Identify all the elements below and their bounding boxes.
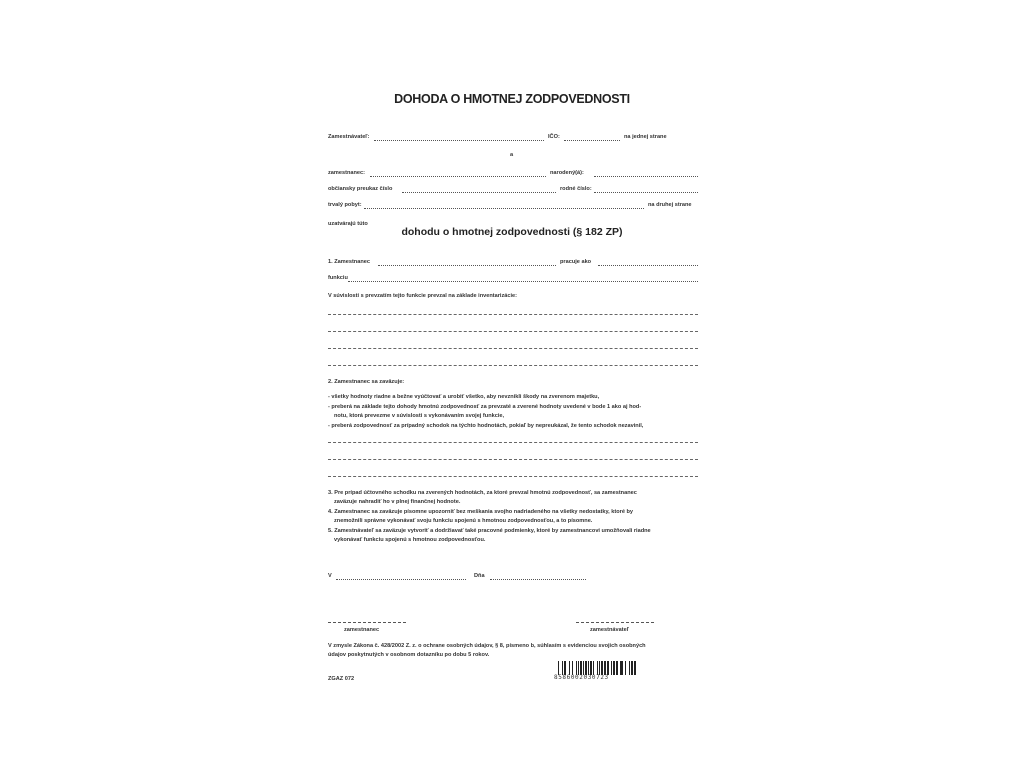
inventory-line-4[interactable] bbox=[328, 365, 698, 366]
other-side-text: na druhej strane bbox=[648, 202, 692, 208]
barcode-bar bbox=[625, 661, 626, 675]
workplace-field[interactable] bbox=[598, 265, 698, 266]
id-card-field[interactable] bbox=[402, 192, 556, 193]
barcode-bar bbox=[601, 661, 603, 675]
obligation-line-3[interactable] bbox=[328, 476, 698, 477]
barcode-bar bbox=[631, 661, 633, 675]
barcode-bar bbox=[558, 661, 559, 675]
inventory-line-3[interactable] bbox=[328, 348, 698, 349]
and-text: a bbox=[510, 152, 514, 158]
inventory-text: V súvislosti s prevzatím tejto funkcie prevzal na základe inventarizácie: bbox=[328, 293, 518, 299]
birth-no-label: rodné číslo: bbox=[560, 186, 592, 192]
born-label: narodený(á): bbox=[550, 170, 584, 176]
section1-employee-field[interactable] bbox=[378, 265, 556, 266]
ico-label: IČO: bbox=[548, 134, 560, 140]
section3-line-a: 3. Pre prípad účtovného schodku na zverených hodnotách, za ktoré prevzal hmotnú zodpovednosť, sa zamestnanec bbox=[328, 490, 637, 496]
id-card-label: občiansky preukaz číslo bbox=[328, 186, 393, 192]
inventory-line-2[interactable] bbox=[328, 331, 698, 332]
barcode-bar bbox=[583, 661, 584, 675]
section5-line-b: vykonávať funkciu spojenú s hmotnou zodpovednosťou. bbox=[334, 537, 486, 543]
barcode-bar bbox=[616, 661, 618, 675]
privacy-notice-a: V zmysle Zákona č. 428/2002 Z. z. o ochrane osobných údajov, § 8, písmeno b, súhlasím s evidenciou svojich osobných bbox=[328, 643, 646, 649]
section2-item-2b: notu, ktorá prevezme v súvislosti s vykonávaním svojej funkcie, bbox=[334, 413, 505, 419]
barcode-bar bbox=[572, 661, 573, 675]
document-subtitle: dohodu o hmotnej zodpovednosti (§ 182 ZP) bbox=[401, 226, 623, 238]
barcode-bar bbox=[562, 661, 563, 675]
section4-line-b: znemožnili správne vykonávať svoju funkciu spojenú s hmotnou zodpovednosťou, a to písomne. bbox=[334, 518, 593, 524]
barcode-bar bbox=[607, 661, 609, 675]
function-field[interactable] bbox=[348, 281, 698, 282]
workplace-label: pracuje ako bbox=[560, 259, 592, 265]
barcode-bar bbox=[590, 661, 592, 675]
place-label: V bbox=[328, 573, 332, 579]
barcode-bar bbox=[576, 661, 577, 675]
section2-item-3: - preberá zodpovednosť za prípadný schodok na týchto hodnotách, pokiaľ by nepreukázal, že tento schodok nezavinil, bbox=[328, 423, 644, 429]
date-field[interactable] bbox=[490, 579, 586, 580]
one-side-text: na jednej strane bbox=[624, 134, 667, 140]
obligation-line-1[interactable] bbox=[328, 442, 698, 443]
section4-line-a: 4. Zamestnanec sa zaväzuje písomne upozorniť bez meškania svojho nadriadeného na všetky nedostatky, ktoré by bbox=[328, 509, 634, 515]
barcode-bar bbox=[569, 661, 570, 675]
date-label: Dňa bbox=[474, 573, 485, 579]
obligation-line-2[interactable] bbox=[328, 459, 698, 460]
birth-no-field[interactable] bbox=[594, 192, 698, 193]
section3-line-b: zaväzuje nahradiť ho v plnej finančnej hodnote. bbox=[334, 499, 461, 505]
barcode-bar bbox=[588, 661, 589, 675]
born-field[interactable] bbox=[594, 176, 698, 177]
barcode-bar bbox=[604, 661, 606, 675]
section2-item-2a: - preberá na základe tejto dohody hmotnú zodpovednosť za prevzaté a zverené hodnoty uvedené v bode 1 ako aj hod- bbox=[328, 404, 642, 410]
employer-field[interactable] bbox=[374, 140, 544, 141]
barcode-bar bbox=[580, 661, 582, 675]
function-label: funkciu bbox=[328, 275, 348, 281]
barcode-bar bbox=[613, 661, 615, 675]
employee-field[interactable] bbox=[370, 176, 546, 177]
inventory-line-1[interactable] bbox=[328, 314, 698, 315]
employer-signature-label: zamestnávateľ bbox=[590, 627, 629, 633]
barcode-digits: 8586002030723 bbox=[554, 674, 609, 681]
barcode-bar bbox=[620, 661, 623, 675]
barcode-bar bbox=[564, 661, 566, 675]
employer-signature-line[interactable] bbox=[576, 622, 654, 623]
document-page bbox=[322, 78, 702, 698]
privacy-notice-b: údajov poskytnutých v osobnom dotazníku po dobu 5 rokov. bbox=[328, 652, 490, 658]
barcode-bar bbox=[578, 661, 579, 675]
barcode-bar bbox=[611, 661, 612, 675]
address-field[interactable] bbox=[364, 208, 644, 209]
barcode-bar bbox=[634, 661, 636, 675]
barcode-bar bbox=[585, 661, 587, 675]
employee-signature-line[interactable] bbox=[328, 622, 406, 623]
section5-line-a: 5. Zamestnávateľ sa zaväzuje vytvoriť a dodržiavať také pracovné podmienky, ktoré by zamestnancovi umožňovali riadne bbox=[328, 528, 651, 534]
section1-employee-label: 1. Zamestnanec bbox=[328, 259, 370, 265]
address-label: trvalý pobyt: bbox=[328, 202, 362, 208]
employee-label: zamestnanec: bbox=[328, 170, 365, 176]
barcode-bar bbox=[597, 661, 598, 675]
place-field[interactable] bbox=[336, 579, 466, 580]
employee-signature-label: zamestnanec bbox=[344, 627, 380, 633]
barcode-bar bbox=[629, 661, 630, 675]
barcode-bar bbox=[593, 661, 594, 675]
document-title: DOHODA O HMOTNEJ ZODPOVEDNOSTI bbox=[394, 92, 630, 106]
section2-item-1: - všetky hodnoty riadne a bežne vyúčtovať a urobiť všetko, aby nevznikli škody na zverenom majetku, bbox=[328, 394, 600, 400]
form-code: ZGAZ 072 bbox=[328, 676, 355, 682]
barcode-bar bbox=[599, 661, 600, 675]
barcode bbox=[558, 661, 644, 675]
employer-label: Zamestnávateľ: bbox=[328, 134, 370, 140]
section2-heading: 2. Zamestnanec sa zaväzuje: bbox=[328, 379, 405, 385]
ico-field[interactable] bbox=[564, 140, 620, 141]
conclude-text: uzatvárajú túto bbox=[328, 221, 368, 227]
